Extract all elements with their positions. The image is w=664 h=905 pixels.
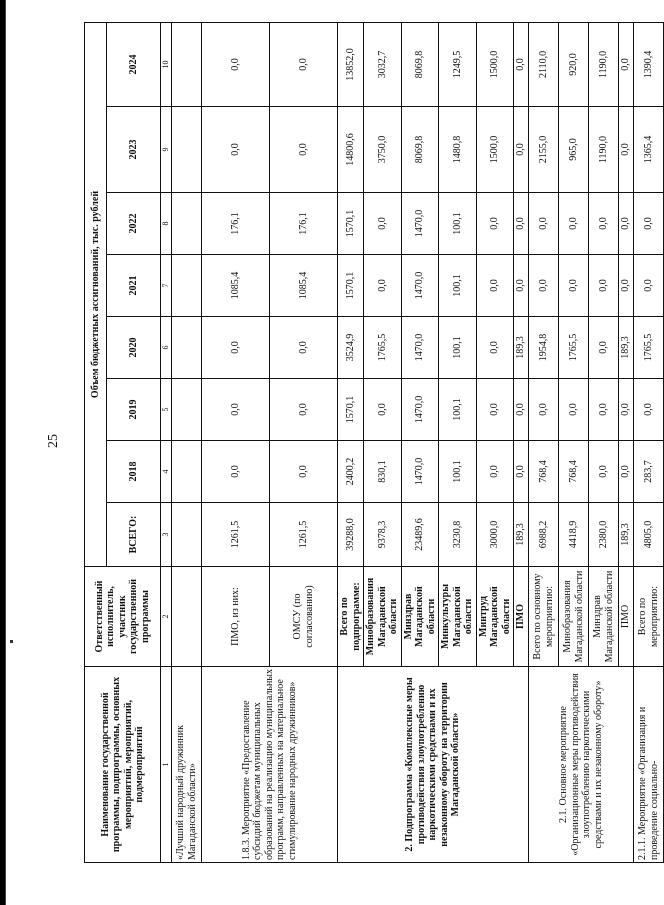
value-cell: 1765,5 xyxy=(634,317,664,379)
row-executor: ПМО xyxy=(619,567,634,667)
value-cell: 0,0 xyxy=(514,193,529,255)
value-cell: 3524,9 xyxy=(338,317,364,379)
value-cell: 0,0 xyxy=(634,379,664,441)
value-cell: 1390,4 xyxy=(634,22,664,106)
value-cell: 3032,7 xyxy=(364,22,402,106)
value-cell: 0,0 xyxy=(202,441,270,503)
value-cell: 1765,5 xyxy=(559,317,589,379)
value-cell: 0,0 xyxy=(270,379,338,441)
value-cell: 0,0 xyxy=(529,379,559,441)
value-cell: 100,1 xyxy=(439,193,477,255)
value-cell xyxy=(172,107,202,193)
column-index: 5 xyxy=(161,379,172,441)
value-cell: 1765,5 xyxy=(364,317,402,379)
value-cell: 0,0 xyxy=(559,255,589,317)
page-number: 25 xyxy=(46,434,61,448)
value-cell: 0,0 xyxy=(559,193,589,255)
value-cell: 1085,4 xyxy=(202,255,270,317)
value-cell: 0,0 xyxy=(202,317,270,379)
value-cell: 1085,4 xyxy=(270,255,338,317)
value-cell: 1190,0 xyxy=(589,22,619,106)
row-name: «Лучший народный дружинник Магаданской области» xyxy=(172,667,202,863)
value-cell: 0,0 xyxy=(514,22,529,106)
value-cell: 0,0 xyxy=(364,193,402,255)
value-cell: 1500,0 xyxy=(476,107,514,193)
column-index: 3 xyxy=(161,503,172,567)
header-year: 2023 xyxy=(107,107,161,193)
row-name: 2.1. Основное мероприятие «Организационные меры противодействия злоупотреблению наркотическими средствами и их незаконному обороту» xyxy=(529,667,634,863)
value-cell: 8069,8 xyxy=(401,107,439,193)
header-year: 2022 xyxy=(107,193,161,255)
value-cell: 283,7 xyxy=(634,441,664,503)
value-cell: 4418,9 xyxy=(559,503,589,567)
value-cell xyxy=(172,193,202,255)
scan-edge-shadow xyxy=(5,0,6,905)
scan-speck xyxy=(10,640,13,643)
value-cell: 0,0 xyxy=(559,379,589,441)
value-cell: 189,3 xyxy=(619,503,634,567)
value-cell: 189,3 xyxy=(514,317,529,379)
row-executor xyxy=(172,567,202,667)
value-cell: 0,0 xyxy=(619,107,634,193)
value-cell: 0,0 xyxy=(270,107,338,193)
value-cell: 0,0 xyxy=(589,193,619,255)
header-total: ВСЕГО: xyxy=(107,503,161,567)
value-cell: 2155,0 xyxy=(529,107,559,193)
value-cell: 13852,0 xyxy=(338,22,364,106)
value-cell: 1470,0 xyxy=(401,441,439,503)
row-executor: Минтруд Магаданской области xyxy=(476,567,514,667)
value-cell: 1190,0 xyxy=(589,107,619,193)
value-cell: 768,4 xyxy=(559,441,589,503)
row-executor: Всего по основному мероприятию: xyxy=(529,567,559,667)
value-cell: 8069,8 xyxy=(401,22,439,106)
value-cell: 176,1 xyxy=(202,193,270,255)
value-cell: 0,0 xyxy=(364,255,402,317)
value-cell: 0,0 xyxy=(529,255,559,317)
value-cell: 0,0 xyxy=(589,255,619,317)
value-cell: 0,0 xyxy=(476,255,514,317)
value-cell: 0,0 xyxy=(514,107,529,193)
value-cell: 0,0 xyxy=(202,107,270,193)
header-executor: Ответственный исполнитель, участник государственной программы xyxy=(85,567,161,667)
value-cell xyxy=(172,22,202,106)
row-executor: ПМО xyxy=(514,567,529,667)
value-cell: 0,0 xyxy=(476,441,514,503)
value-cell: 0,0 xyxy=(202,22,270,106)
value-cell: 0,0 xyxy=(619,441,634,503)
value-cell: 189,3 xyxy=(514,503,529,567)
value-cell: 0,0 xyxy=(270,22,338,106)
value-cell: 0,0 xyxy=(619,22,634,106)
value-cell: 1570,1 xyxy=(338,255,364,317)
value-cell: 2110,0 xyxy=(529,22,559,106)
value-cell: 0,0 xyxy=(514,379,529,441)
value-cell: 0,0 xyxy=(619,255,634,317)
value-cell: 1261,5 xyxy=(270,503,338,567)
budget-table xyxy=(84,22,664,863)
value-cell: 1954,8 xyxy=(529,317,559,379)
table-row xyxy=(202,22,270,862)
column-index: 10 xyxy=(161,22,172,106)
header-year: 2021 xyxy=(107,255,161,317)
value-cell xyxy=(172,379,202,441)
value-cell: 830,1 xyxy=(364,441,402,503)
header-year: 2019 xyxy=(107,379,161,441)
value-cell: 100,1 xyxy=(439,379,477,441)
value-cell: 1500,0 xyxy=(476,22,514,106)
value-cell: 0,0 xyxy=(364,379,402,441)
value-cell: 1470,0 xyxy=(401,317,439,379)
row-executor: Минобразования Магаданской области xyxy=(559,567,589,667)
row-executor: Минкультуры Магаданской области xyxy=(439,567,477,667)
table-row xyxy=(634,22,664,862)
row-executor: Минобразования Магаданской области xyxy=(364,567,402,667)
value-cell: 0,0 xyxy=(270,317,338,379)
header-name: Наименование государственной программы, подпрограммы, основных мероприятий, мероприятий, подмероприятий xyxy=(85,667,161,863)
value-cell: 14800,6 xyxy=(338,107,364,193)
value-cell: 0,0 xyxy=(202,379,270,441)
value-cell: 1480,8 xyxy=(439,107,477,193)
value-cell: 0,0 xyxy=(589,379,619,441)
value-cell: 1470,0 xyxy=(401,379,439,441)
value-cell: 0,0 xyxy=(589,317,619,379)
row-executor: Всего по мероприятию: xyxy=(634,567,664,667)
rotated-table-container xyxy=(84,23,660,863)
value-cell: 0,0 xyxy=(619,193,634,255)
value-cell: 0,0 xyxy=(514,255,529,317)
value-cell: 965,0 xyxy=(559,107,589,193)
row-executor: Минздрав Магаданской области xyxy=(401,567,439,667)
table-row xyxy=(529,22,559,862)
value-cell: 3230,8 xyxy=(439,503,477,567)
value-cell xyxy=(172,255,202,317)
value-cell: 2380,0 xyxy=(589,503,619,567)
value-cell: 1261,5 xyxy=(202,503,270,567)
value-cell: 0,0 xyxy=(589,441,619,503)
value-cell: 1570,1 xyxy=(338,193,364,255)
value-cell: 0,0 xyxy=(270,441,338,503)
column-index: 7 xyxy=(161,255,172,317)
value-cell xyxy=(172,317,202,379)
value-cell: 9378,3 xyxy=(364,503,402,567)
value-cell: 1470,0 xyxy=(401,255,439,317)
value-cell: 3750,0 xyxy=(364,107,402,193)
value-cell: 39288,0 xyxy=(338,503,364,567)
value-cell: 1470,0 xyxy=(401,193,439,255)
value-cell: 1365,4 xyxy=(634,107,664,193)
value-cell: 0,0 xyxy=(634,193,664,255)
table-row xyxy=(338,22,364,862)
value-cell: 3000,0 xyxy=(476,503,514,567)
value-cell: 0,0 xyxy=(476,379,514,441)
header-year: 2020 xyxy=(107,317,161,379)
value-cell: 2400,2 xyxy=(338,441,364,503)
value-cell xyxy=(172,503,202,567)
value-cell: 1570,1 xyxy=(338,379,364,441)
header-year: 2018 xyxy=(107,441,161,503)
value-cell: 100,1 xyxy=(439,317,477,379)
value-cell: 0,0 xyxy=(619,379,634,441)
value-cell: 100,1 xyxy=(439,255,477,317)
column-index: 8 xyxy=(161,193,172,255)
row-name: 2. Подпрограмма «Комплексные меры противодействия злоупотреблению наркотическими средствами и их незаконному обороту на территории Магаданской области» xyxy=(338,667,529,863)
value-cell: 1249,5 xyxy=(439,22,477,106)
value-cell: 0,0 xyxy=(634,255,664,317)
column-index: 9 xyxy=(161,107,172,193)
row-name: 1.8.3. Мероприятие «Предоставление субсидий бюджетам муниципальных образований на реализацию муниципальных программ, направленных на материальное стимулирование народных дружинников» xyxy=(202,667,338,863)
value-cell: 189,3 xyxy=(619,317,634,379)
column-index: 2 xyxy=(161,567,172,667)
value-cell xyxy=(172,441,202,503)
value-cell: 176,1 xyxy=(270,193,338,255)
value-cell: 0,0 xyxy=(514,441,529,503)
row-executor: Всего по подпрограмме: xyxy=(338,567,364,667)
row-executor: ПМО, из них: xyxy=(202,567,270,667)
table-row xyxy=(172,22,202,862)
value-cell: 23489,6 xyxy=(401,503,439,567)
value-cell: 4805,0 xyxy=(634,503,664,567)
value-cell: 920,0 xyxy=(559,22,589,106)
row-executor: Минздрав Магаданской области xyxy=(589,567,619,667)
value-cell: 0,0 xyxy=(476,193,514,255)
row-executor: ОМСУ (по согласованию) xyxy=(270,567,338,667)
value-cell: 0,0 xyxy=(476,317,514,379)
value-cell: 6988,2 xyxy=(529,503,559,567)
value-cell: 100,1 xyxy=(439,441,477,503)
value-cell: 0,0 xyxy=(529,193,559,255)
column-index: 6 xyxy=(161,317,172,379)
column-index: 4 xyxy=(161,441,172,503)
header-volume: Объем бюджетных ассигнований, тыс. рублей xyxy=(85,22,107,566)
value-cell: 768,4 xyxy=(529,441,559,503)
header-year: 2024 xyxy=(107,22,161,106)
column-index: 1 xyxy=(161,667,172,863)
row-name: 2.1.1. Мероприятие «Организация и проведение социально- xyxy=(634,667,664,863)
